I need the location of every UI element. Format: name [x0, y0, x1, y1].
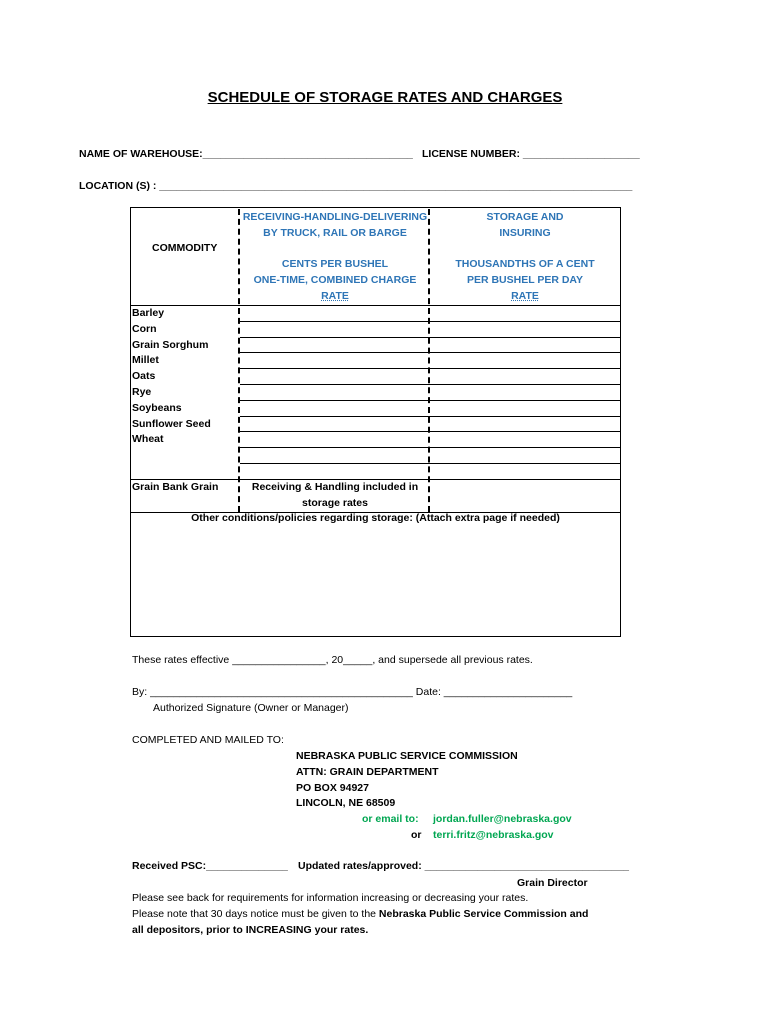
- storage-rate-input[interactable]: [432, 385, 616, 398]
- commodity-row-label: Oats: [132, 370, 156, 382]
- storage-header-line3: THOUSANDTHS OF A CENT: [455, 258, 595, 270]
- storage-rate-input[interactable]: [432, 432, 616, 445]
- rhd-rate-input[interactable]: [242, 385, 426, 398]
- storage-header-line1: STORAGE AND: [486, 211, 564, 223]
- storage-rate-input[interactable]: [432, 338, 616, 351]
- grain-bank-note-line2: storage rates: [302, 497, 368, 509]
- storage-rate-input[interactable]: [432, 448, 616, 461]
- commission-name: NEBRASKA PUBLIC SERVICE COMMISSION: [296, 750, 518, 762]
- commodity-row-label: Grain Sorghum: [132, 339, 209, 351]
- authorized-signature-label: Authorized Signature (Owner or Manager): [153, 702, 349, 714]
- po-box-line: PO BOX 94927: [296, 782, 369, 794]
- storage-rate-input[interactable]: [432, 417, 616, 430]
- commodity-row-label: Rye: [132, 386, 152, 398]
- row-line: [130, 479, 621, 480]
- license-number-field[interactable]: LICENSE NUMBER: ____________________: [422, 148, 640, 160]
- other-conditions-area[interactable]: [134, 530, 617, 632]
- email-link-1[interactable]: jordan.fuller@nebraska.gov: [433, 813, 572, 825]
- storage-rate-input[interactable]: [432, 306, 616, 319]
- commodity-row-label: Corn: [132, 323, 157, 335]
- commodity-row-label: Barley: [132, 307, 165, 319]
- commodity-row-label: Wheat: [132, 433, 164, 445]
- notes-line2-bold: Nebraska Public Service Commission and: [378, 908, 589, 920]
- column-divider-2: [428, 209, 430, 512]
- other-conditions-label: Other conditions/policies regarding storage: (Attach extra page if needed): [191, 512, 560, 524]
- rhd-rate-input[interactable]: [242, 464, 426, 477]
- rhd-rate-input[interactable]: [242, 322, 426, 335]
- commodity-row-label: Soybeans: [132, 402, 182, 414]
- location-field[interactable]: LOCATION (S) : _________________________________________________________________________________: [79, 180, 633, 192]
- commodity-row-label: Millet: [132, 354, 159, 366]
- grain-director-label: Grain Director: [517, 877, 588, 889]
- rhd-rate-input[interactable]: [242, 401, 426, 414]
- column-divider-1: [238, 209, 240, 512]
- effective-date-line[interactable]: These rates effective ________________, 20_____, and supersede all previous rates.: [132, 654, 533, 666]
- rhd-rate-input[interactable]: [242, 306, 426, 319]
- commodity-row-label: Sunflower Seed: [132, 418, 211, 430]
- page-title: SCHEDULE OF STORAGE RATES AND CHARGES: [207, 89, 563, 106]
- notes-line3: all depositors, prior to INCREASING your rates.: [132, 924, 369, 936]
- email-label-1: or email to:: [362, 813, 419, 825]
- rhd-rate-input[interactable]: [242, 432, 426, 445]
- updated-rates-field[interactable]: Updated rates/approved: ___________________________________: [298, 860, 629, 872]
- storage-header-line2: INSURING: [499, 227, 551, 239]
- attn-line: ATTN: GRAIN DEPARTMENT: [296, 766, 439, 778]
- received-psc-field[interactable]: Received PSC:______________: [132, 860, 288, 872]
- storage-rate-input[interactable]: [432, 369, 616, 382]
- storage-rate-input[interactable]: [432, 464, 616, 477]
- rhd-rate-input[interactable]: [242, 369, 426, 382]
- storage-rate-label: RATE: [511, 290, 539, 302]
- rhd-header-line4: ONE-TIME, COMBINED CHARGE: [253, 274, 417, 286]
- notes-line2-plain: Please note that 30 days notice must be given to the: [132, 908, 379, 920]
- city-line: LINCOLN, NE 68509: [296, 797, 396, 809]
- grain-bank-note-line1: Receiving & Handling included in: [251, 481, 419, 493]
- rhd-rate-input[interactable]: [242, 338, 426, 351]
- rhd-rate-input[interactable]: [242, 353, 426, 366]
- rhd-rate-input[interactable]: [242, 417, 426, 430]
- storage-rate-input[interactable]: [432, 401, 616, 414]
- storage-rate-input[interactable]: [432, 353, 616, 366]
- notes-line2: [132, 908, 588, 920]
- rhd-header-line2: BY TRUCK, RAIL OR BARGE: [263, 227, 407, 239]
- mailed-to-heading: COMPLETED AND MAILED TO:: [132, 734, 284, 746]
- rhd-rate-label: RATE: [321, 290, 349, 302]
- rhd-rate-input[interactable]: [242, 448, 426, 461]
- warehouse-name-field[interactable]: NAME OF WAREHOUSE:____________________________________: [79, 148, 413, 160]
- grain-bank-label: Grain Bank Grain: [132, 481, 219, 493]
- signature-date-line[interactable]: By: _____________________________________________ Date: ______________________: [132, 686, 573, 698]
- commodity-header: COMMODITY: [152, 242, 218, 254]
- storage-header-line4: PER BUSHEL PER DAY: [466, 274, 584, 286]
- email-label-2: or: [411, 829, 422, 841]
- rhd-header-line1: RECEIVING-HANDLING-DELIVERING: [242, 211, 428, 223]
- storage-rate-input[interactable]: [432, 322, 616, 335]
- rhd-header-line3: CENTS PER BUSHEL: [281, 258, 389, 270]
- email-link-2[interactable]: terri.fritz@nebraska.gov: [433, 829, 554, 841]
- notes-line1: Please see back for requirements for information increasing or decreasing your rates.: [132, 892, 529, 904]
